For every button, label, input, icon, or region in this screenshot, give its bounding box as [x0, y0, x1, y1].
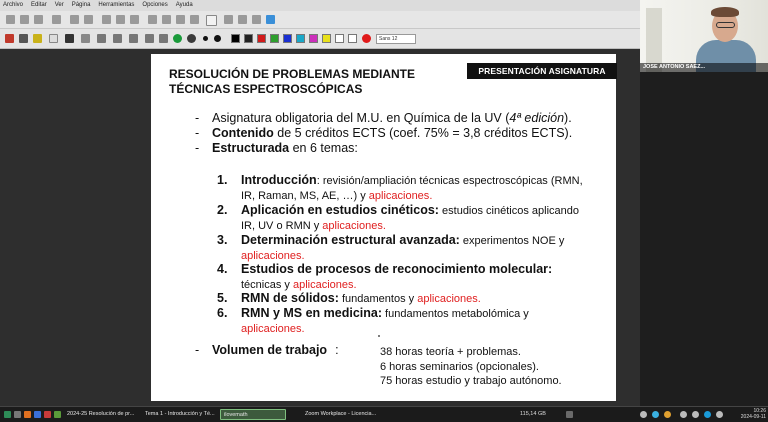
section-badge: PRESENTACIÓN ASIGNATURA	[467, 63, 617, 79]
topic-4-apps: aplicaciones	[292, 278, 354, 291]
fine-tool-icon[interactable]	[187, 34, 196, 43]
undo-icon[interactable]	[70, 15, 79, 24]
network-icon[interactable]	[640, 411, 647, 418]
topic-2-number: 2.	[217, 203, 228, 217]
volume-details	[380, 345, 562, 389]
bullet-contenido-text: de 5 créditos ECTS (coef. 75% = 3,8 créditos ECTS).	[273, 126, 573, 140]
new-file-icon[interactable]	[6, 15, 15, 24]
topic-5-apps: aplicaciones	[417, 293, 478, 305]
bullet-contenido-label: Contenido	[212, 126, 274, 140]
open-file-icon[interactable]	[20, 15, 29, 24]
fullscreen-icon[interactable]	[266, 15, 275, 24]
last-page-icon[interactable]	[190, 15, 199, 24]
ruler-icon[interactable]	[145, 34, 154, 43]
topic-4-period: .	[353, 278, 357, 291]
eraser-icon[interactable]	[49, 34, 58, 43]
color-magenta-swatch[interactable]	[309, 34, 318, 43]
volume-study: 75 horas estudio y trabajo autónomo.	[380, 375, 562, 387]
topic-2-desc-l2: IR, UV o RMN y	[241, 219, 323, 232]
topic-6-number: 6.	[217, 306, 228, 320]
topic-5	[241, 291, 611, 307]
drawing-toolbar	[0, 29, 640, 49]
system-monitor-icon	[566, 411, 573, 418]
medium-line-icon[interactable]	[214, 35, 221, 42]
highlighter-icon[interactable]	[33, 34, 42, 43]
edition-text: 4ª edición	[509, 111, 565, 125]
image-tool-icon[interactable]	[81, 34, 90, 43]
color-green-swatch[interactable]	[270, 34, 279, 43]
bluetooth-icon[interactable]	[652, 411, 659, 418]
task-zoom[interactable]: Zoom Workplace - Licencia...	[305, 411, 377, 417]
topic-5-desc: fundamentos y	[338, 293, 418, 305]
bullet-dash: -	[195, 141, 200, 155]
topic-5-title: RMN de sólidos:	[241, 291, 339, 305]
topic-5-number: 5.	[217, 291, 228, 305]
paste-icon[interactable]	[130, 15, 139, 24]
topic-6-title: RMN y MS en medicina:	[241, 306, 382, 320]
color-white-swatch[interactable]	[335, 34, 344, 43]
terminal-icon[interactable]	[54, 411, 61, 418]
video-tile[interactable]	[640, 0, 768, 72]
previous-page-icon[interactable]	[162, 15, 171, 24]
participant-hair	[711, 7, 739, 17]
shape-recognizer-icon[interactable]	[159, 34, 168, 43]
clock[interactable]	[738, 408, 766, 420]
topic-1-apps: aplicaciones	[368, 189, 430, 202]
bullet-estructurada-label: Estructurada	[212, 141, 290, 155]
pencil-icon[interactable]	[19, 34, 28, 43]
text-tool-icon[interactable]	[65, 34, 74, 43]
topic-4-title: Estudios de procesos de reconocimiento molecular:	[241, 262, 553, 276]
clock-date: 2024-09-11	[740, 414, 766, 420]
slide-title-line2: TÉCNICAS ESPECTROSCÓPICAS	[169, 82, 363, 96]
topic-3-title: Determinación estructural avanzada:	[241, 233, 460, 247]
redo-icon[interactable]	[84, 15, 93, 24]
slide-page	[151, 54, 616, 401]
menu-bar	[0, 0, 640, 11]
pen-icon[interactable]	[5, 34, 14, 43]
color-blue-swatch[interactable]	[283, 34, 292, 43]
topic-2-title: Aplicación en estudios cinéticos:	[241, 203, 439, 217]
color-red-swatch[interactable]	[257, 34, 266, 43]
cut-icon[interactable]	[102, 15, 111, 24]
slide-title-line1: RESOLUCIÓN DE PROBLEMAS MEDIANTE	[169, 67, 416, 81]
color-picker-icon[interactable]	[362, 34, 371, 43]
color-black-swatch[interactable]	[231, 34, 240, 43]
topic-6	[241, 306, 611, 336]
select-tool-icon[interactable]	[97, 34, 106, 43]
main-toolbar	[0, 11, 640, 29]
battery-icon[interactable]	[692, 411, 699, 418]
menu-herramientas[interactable]: Herramientas	[98, 2, 135, 8]
color-cyan-swatch[interactable]	[296, 34, 305, 43]
print-icon[interactable]	[52, 15, 61, 24]
first-page-icon[interactable]	[148, 15, 157, 24]
topic-6-desc-l1: fundamentos metabolómica y	[382, 308, 529, 320]
notification-icon[interactable]	[664, 411, 671, 418]
topic-1-number: 1.	[217, 173, 228, 187]
start-menu-icon[interactable]	[4, 411, 11, 418]
volume-seminars: 6 horas seminarios (opcionales).	[380, 360, 539, 373]
next-page-icon[interactable]	[176, 15, 185, 24]
save-icon[interactable]	[34, 15, 43, 24]
volume-theory: 38 horas teoría + problemas.	[380, 346, 521, 358]
vertical-space-icon[interactable]	[113, 34, 122, 43]
file-manager-icon[interactable]	[34, 411, 41, 418]
disk-usage: 115,14 GB	[520, 411, 546, 417]
zoom-out-icon[interactable]	[224, 15, 233, 24]
topic-1-desc-l2: IR, Raman, MS, AE, …) y	[241, 189, 369, 202]
color-dark-swatch[interactable]	[244, 34, 253, 43]
bullet-estructurada-text: en 6 temas:	[289, 141, 358, 155]
bullet-asignatura-end: ).	[564, 111, 572, 125]
topic-6-period: .	[301, 322, 305, 335]
topic-1	[241, 173, 611, 203]
color-yellow-swatch[interactable]	[322, 34, 331, 43]
topic-1-title: Introducción	[241, 173, 317, 187]
bullet-dash: -	[195, 126, 200, 140]
topic-6-apps: aplicaciones	[241, 322, 302, 335]
task-xournal[interactable]: ilovemath	[220, 409, 286, 420]
menu-ayuda[interactable]: Ayuda	[175, 2, 193, 8]
page-icon[interactable]	[206, 15, 217, 26]
topic-3-apps: aplicaciones	[241, 249, 302, 262]
participant-name: JOSE ANTONIO SAEZ...	[640, 63, 768, 72]
hand-tool-icon[interactable]	[129, 34, 138, 43]
topic-2-apps: aplicaciones	[322, 219, 383, 232]
menu-archivo[interactable]: Archivo	[3, 2, 24, 8]
volume-icon[interactable]	[680, 411, 687, 418]
slide-title	[169, 67, 469, 97]
topic-3	[241, 233, 611, 263]
topic-4	[241, 262, 611, 292]
copy-icon[interactable]	[116, 15, 125, 24]
wifi-icon[interactable]	[716, 411, 723, 418]
bullet-dash: -	[195, 343, 200, 357]
topic-1-period: .	[429, 189, 433, 202]
menu-editar[interactable]: Editar	[31, 2, 47, 8]
bullet-dash: -	[195, 111, 200, 125]
topic-1-desc-l1: : revisión/ampliación técnicas espectroscópicas (RMN,	[316, 175, 583, 187]
topic-2-desc-l1: estudios cinéticos aplicando	[438, 205, 579, 217]
fit-page-icon[interactable]	[252, 15, 261, 24]
color-white-swatch-2[interactable]	[348, 34, 357, 43]
topic-2	[241, 203, 611, 233]
task-pdf-file[interactable]: Tema 1 - Introducción y Té...	[145, 411, 215, 417]
cursor-dot	[378, 335, 380, 337]
video-side-area	[640, 72, 768, 406]
topic-4-desc-l2: técnicas y	[241, 278, 293, 291]
show-desktop-icon[interactable]	[14, 411, 21, 418]
bullet-asignatura-text: Asignatura obligatoria del M.U. en Química de la UV (	[212, 111, 510, 125]
zoom-tray-icon[interactable]	[704, 411, 711, 418]
topic-2-period: .	[382, 219, 386, 232]
topic-5-period: .	[477, 293, 481, 305]
task-excel-file[interactable]: 2024-25 Resolución de pr...	[67, 411, 135, 417]
zoom-in-icon[interactable]	[238, 15, 247, 24]
app-launcher-icon[interactable]	[44, 411, 51, 418]
participant-glasses	[716, 22, 735, 28]
topic-3-desc-l1: experimentos NOE y	[459, 235, 565, 247]
default-tool-icon[interactable]	[173, 34, 182, 43]
firefox-icon[interactable]	[24, 411, 31, 418]
menu-pagina[interactable]: Página	[71, 2, 91, 8]
font-select[interactable]: Sans 12	[376, 34, 416, 44]
topic-3-number: 3.	[217, 233, 228, 247]
menu-opciones[interactable]: Opciones	[142, 2, 168, 8]
clock-time: 10:26	[753, 408, 766, 414]
topic-3-period: .	[301, 249, 305, 262]
taskbar	[0, 406, 768, 422]
volume-colon: :	[335, 343, 339, 357]
thin-line-icon[interactable]	[203, 36, 208, 41]
volume-label: Volumen de trabajo	[212, 343, 328, 357]
menu-ver[interactable]: Ver	[54, 2, 64, 8]
topic-4-number: 4.	[217, 262, 228, 276]
